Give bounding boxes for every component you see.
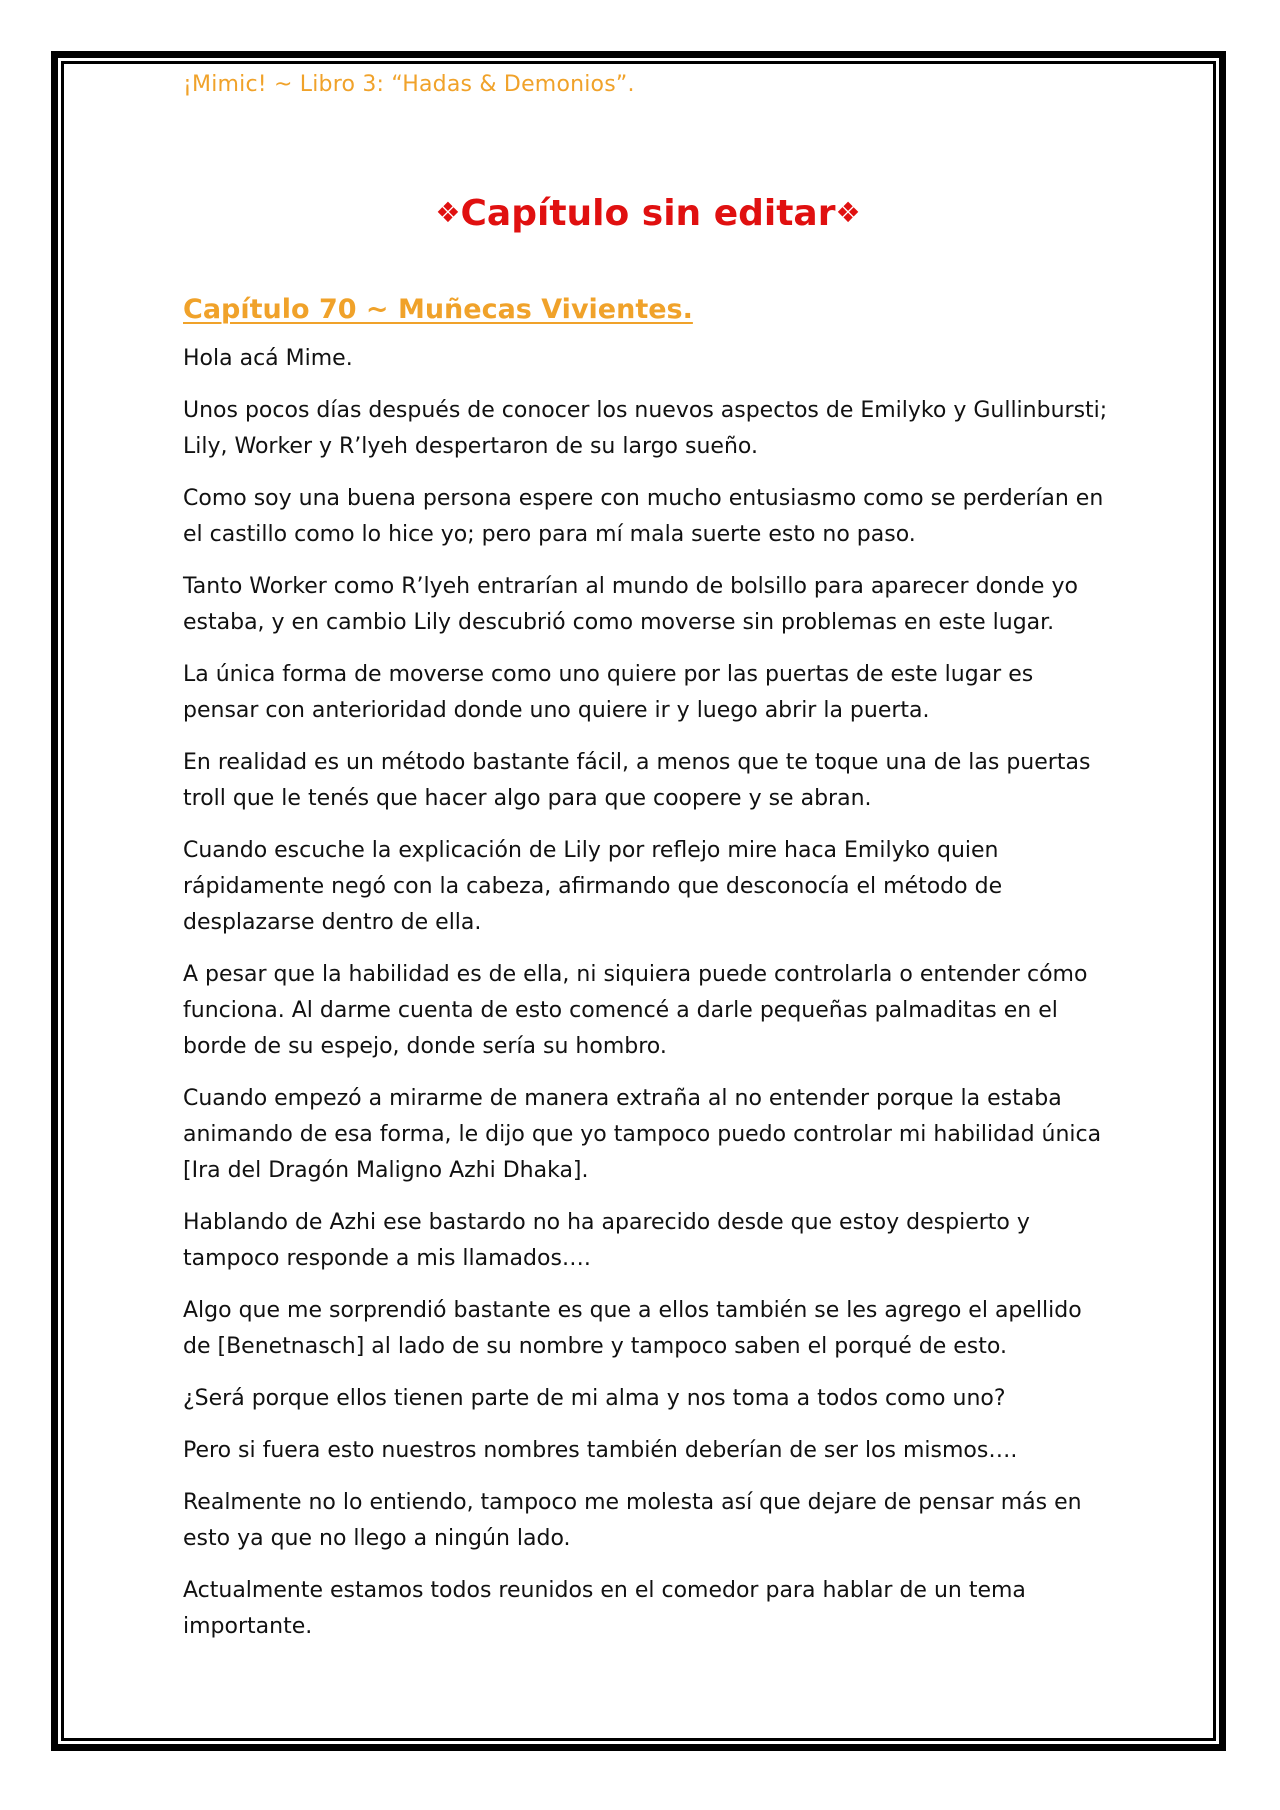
paragraph: Unos pocos días después de conocer los nuevos aspectos de Emilyko y Gullinbursti; Lily, Worker y R’lyeh despertaron de su largo sueño. xyxy=(183,398,1108,459)
unedited-label: Capítulo sin editar xyxy=(460,193,836,234)
document-body xyxy=(183,72,1113,1645)
paragraph: Realmente no lo entiendo, tampoco me molesta así que dejare de pensar más en esto ya que no llego a ningún lado. xyxy=(183,1490,1082,1551)
paragraph: Actualmente estamos todos reunidos en el comedor para hablar de un tema importante. xyxy=(183,1578,1026,1639)
chapter-text xyxy=(183,341,1113,1645)
paragraph: A pesar que la habilidad es de ella, ni siquiera puede controlarla o entender cómo funciona. Al darme cuenta de esto comencé a darle pequeñas palmaditas en el borde de su espejo, donde sería su hombro. xyxy=(183,962,1088,1059)
diamond-right-icon: ❖ xyxy=(835,196,861,229)
paragraph: Cuando empezó a mirarme de manera extraña al no entender porque la estaba animando de esa forma, le dijo que yo tampoco puedo controlar mi habilidad única [Ira del Dragón Maligno Azhi Dhaka]. xyxy=(183,1086,1102,1183)
unedited-stamp xyxy=(183,193,1113,234)
paragraph: Pero si fuera esto nuestros nombres también deberían de ser los mismos…. xyxy=(183,1438,1018,1463)
paragraph: Cuando escuche la explicación de Lily por reflejo mire haca Emilyko quien rápidamente negó con la cabeza, afirmando que desconocía el método de desplazarse dentro de ella. xyxy=(183,838,1003,935)
paragraph: Como soy una buena persona espere con mucho entusiasmo como se perderían en el castillo como lo hice yo; pero para mí mala suerte esto no paso. xyxy=(183,486,1104,547)
paragraph: La única forma de moverse como uno quiere por las puertas de este lugar es pensar con anterioridad donde uno quiere ir y luego abrir la puerta. xyxy=(183,662,1034,723)
paragraph: Hola acá Mime. xyxy=(183,346,353,371)
paragraph: Hablando de Azhi ese bastardo no ha aparecido desde que estoy despierto y tampoco responde a mis llamados…. xyxy=(183,1210,1030,1271)
diamond-left-icon: ❖ xyxy=(435,196,461,229)
series-header: ¡Mimic! ~ Libro 3: “Hadas & Demonios”. xyxy=(183,72,635,97)
paragraph: Tanto Worker como R’lyeh entrarían al mundo de bolsillo para aparecer donde yo estaba, y en cambio Lily descubrió como moverse sin problemas en este lugar. xyxy=(183,574,1078,635)
paragraph: En realidad es un método bastante fácil, a menos que te toque una de las puertas troll que le tenés que hacer algo para que coopere y se abran. xyxy=(183,750,1091,811)
paragraph: Algo que me sorprendió bastante es que a ellos también se les agrego el apellido de [Benetnasch] al lado de su nombre y tampoco saben el porqué de esto. xyxy=(183,1298,1082,1359)
paragraph: ¿Será porque ellos tienen parte de mi alma y nos toma a todos como uno? xyxy=(183,1386,1006,1411)
chapter-title: Capítulo 70 ~ Muñecas Vivientes. xyxy=(183,294,693,325)
